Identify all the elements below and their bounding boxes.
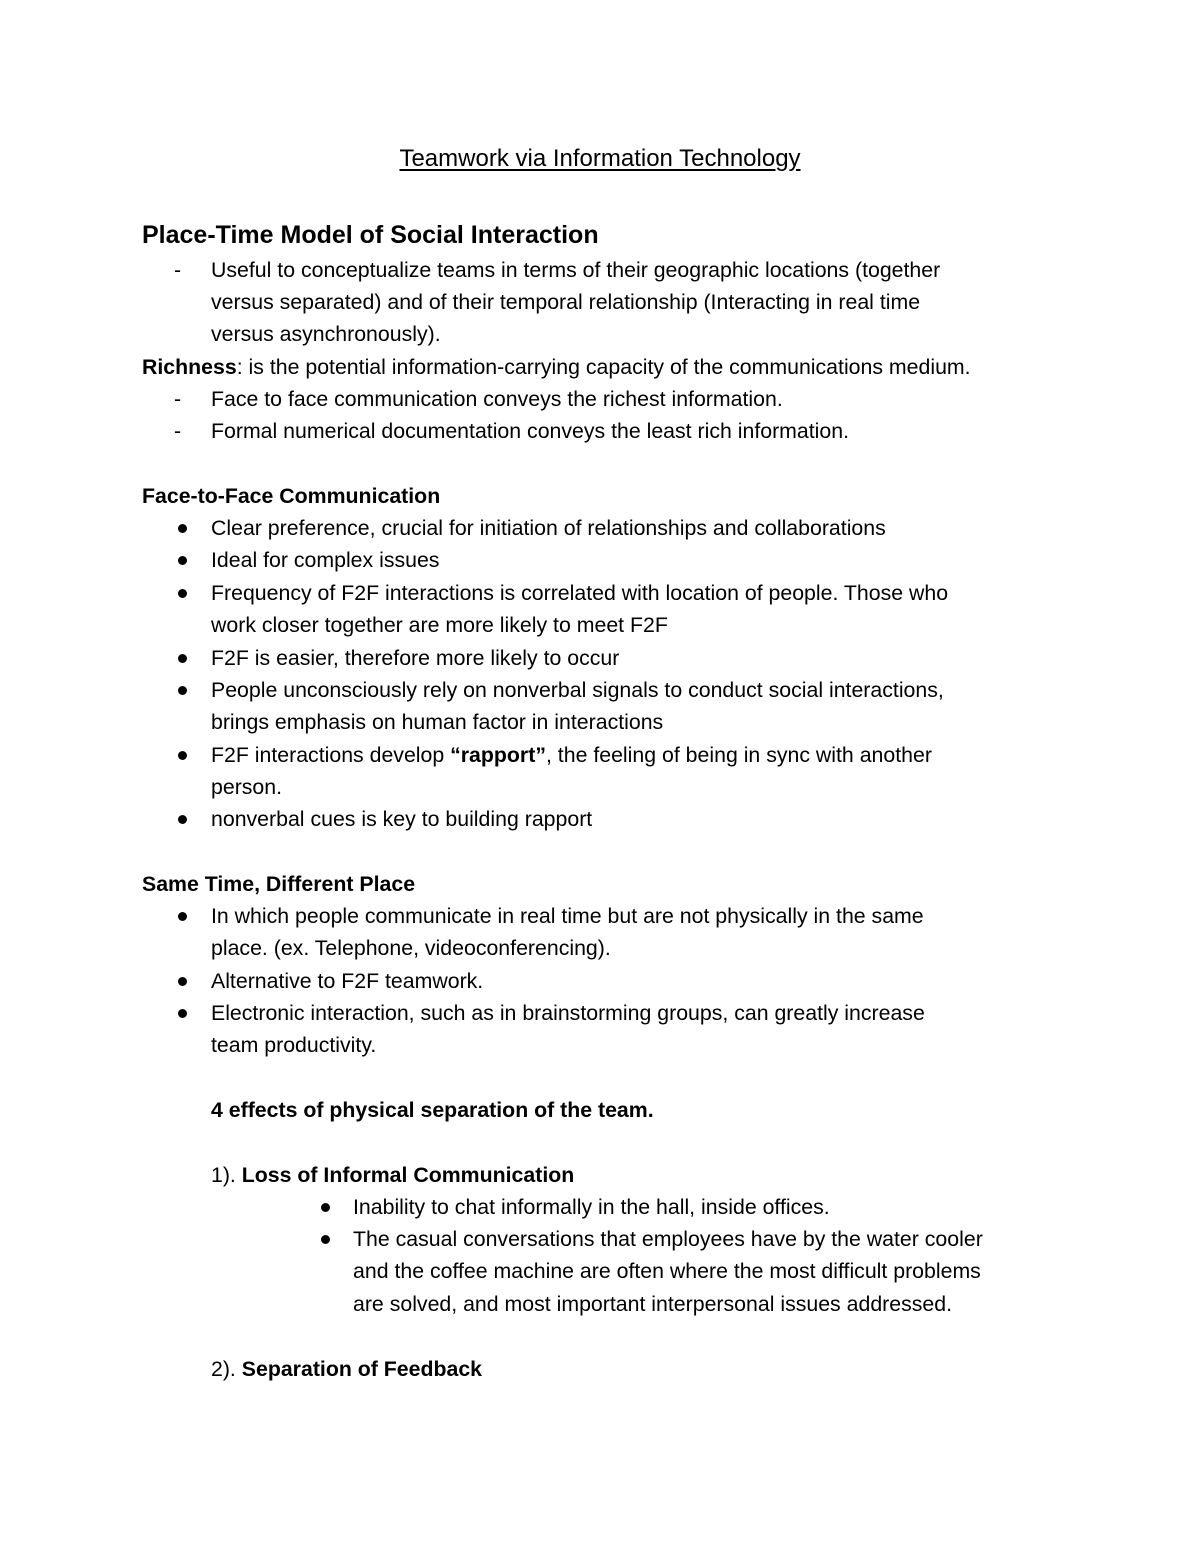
bullet-icon	[178, 654, 187, 663]
list-item-continuation: are solved, and most important interpersonal issues addressed.	[353, 1292, 952, 1316]
list-item: Clear preference, crucial for initiation of relationships and collaborations	[211, 516, 886, 540]
dash-marker: -	[174, 258, 182, 282]
list-item: Formal numerical documentation conveys the least rich information.	[211, 419, 850, 443]
bullet-icon	[178, 1009, 187, 1018]
list-item-rapport	[211, 741, 932, 769]
effect-title: Loss of Informal Communication	[241, 1163, 575, 1187]
paragraph-line: versus asynchronously).	[211, 322, 441, 346]
rapport-suffix: , the feeling of being in sync with another	[545, 743, 932, 767]
bullet-icon	[321, 1203, 330, 1212]
rapport-term: “rapport”	[450, 743, 546, 767]
bullet-icon	[178, 912, 187, 921]
dash-marker: -	[174, 419, 182, 443]
bullet-icon	[178, 686, 187, 695]
bullet-icon	[178, 815, 187, 824]
dash-marker: -	[174, 387, 182, 411]
list-item: Electronic interaction, such as in brainstorming groups, can greatly increase	[211, 1001, 925, 1025]
list-item: Frequency of F2F interactions is correlated with location of people. Those who	[211, 581, 949, 605]
effect-number: 2).	[211, 1357, 236, 1381]
bullet-icon	[178, 751, 187, 760]
list-item: Inability to chat informally in the hall, inside offices.	[353, 1195, 830, 1219]
list-item: nonverbal cues is key to building rapport	[211, 807, 593, 831]
list-item-continuation: and the coffee machine are often where the most difficult problems	[353, 1259, 981, 1283]
list-item: The casual conversations that employees have by the water cooler	[353, 1227, 983, 1251]
rapport-prefix: F2F interactions develop	[211, 743, 451, 767]
list-item: Alternative to F2F teamwork.	[211, 969, 484, 993]
richness-definition	[142, 353, 971, 381]
section-heading-face-to-face: Face-to-Face Communication	[142, 484, 441, 508]
list-item: Face to face communication conveys the richest information.	[211, 387, 783, 411]
paragraph-line: Useful to conceptualize teams in terms of their geographic locations (together	[211, 258, 941, 282]
section-heading-place-time: Place-Time Model of Social Interaction	[142, 221, 599, 249]
list-item-continuation: place. (ex. Telephone, videoconferencing).	[211, 936, 611, 960]
subheading-effects: 4 effects of physical separation of the team.	[211, 1098, 654, 1122]
effect-heading-1	[211, 1161, 574, 1189]
richness-term: Richness	[142, 355, 237, 379]
list-item: F2F is easier, therefore more likely to occur	[211, 646, 620, 670]
effect-number: 1).	[211, 1163, 236, 1187]
list-item-continuation: brings emphasis on human factor in interactions	[211, 710, 664, 734]
list-item-continuation: team productivity.	[211, 1033, 377, 1057]
list-item-continuation: person.	[211, 775, 283, 799]
section-heading-same-time: Same Time, Different Place	[142, 872, 416, 896]
effect-title: Separation of Feedback	[241, 1357, 483, 1381]
paragraph-line: versus separated) and of their temporal relationship (Interacting in real time	[211, 290, 921, 314]
bullet-icon	[178, 556, 187, 565]
bullet-icon	[178, 589, 187, 598]
list-item: In which people communicate in real time but are not physically in the same	[211, 904, 924, 928]
bullet-icon	[178, 524, 187, 533]
list-item: Ideal for complex issues	[211, 548, 440, 572]
list-item: People unconsciously rely on nonverbal signals to conduct social interactions,	[211, 678, 944, 702]
bullet-icon	[321, 1235, 330, 1244]
bullet-icon	[178, 977, 187, 986]
effect-heading-2	[211, 1355, 482, 1383]
document-title: Teamwork via Information Technology	[399, 145, 801, 172]
list-item-continuation: work closer together are more likely to meet F2F	[211, 613, 668, 637]
richness-definition-text: : is the potential information-carrying capacity of the communications medium.	[236, 355, 971, 379]
